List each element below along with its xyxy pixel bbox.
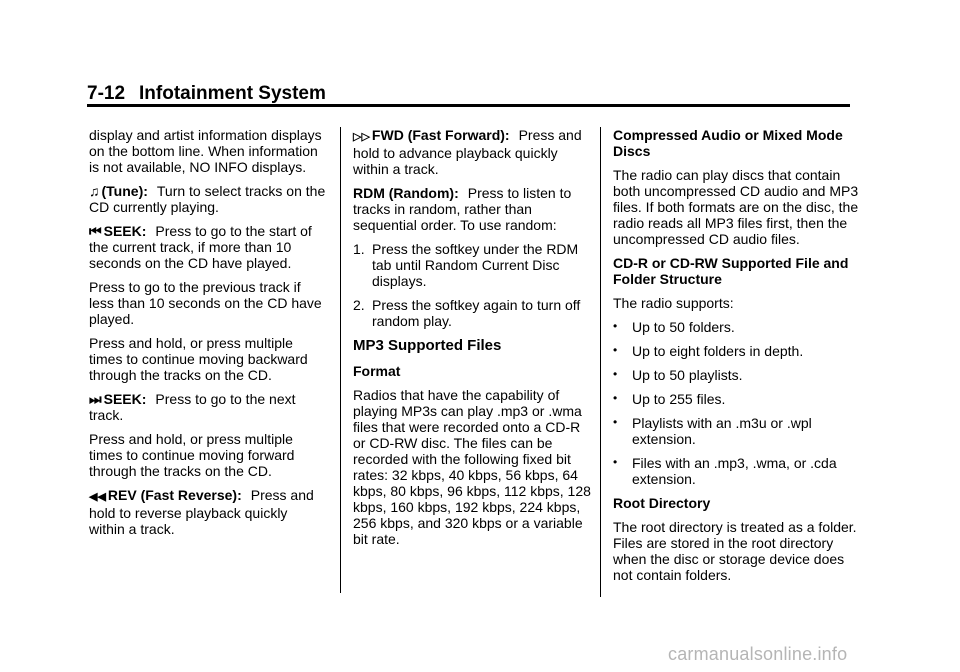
tune-label: (Tune): <box>101 183 148 199</box>
list-item: • Up to 255 files. <box>613 391 726 407</box>
watermark: carmanualsonline.info <box>668 644 848 664</box>
fwd-text: Press and hold to advance playback quickly within a track. <box>353 127 582 177</box>
paragraph-format: Radios that have the capability of playing MP3s can play .mp3 or .wma files that were recorded onto a CD-R or CD-RW disc. The files can be recorded with the following fixed bit rates: 32 kbps, 40 kbps, 56 kbps, 64 kbps, 80 kbps, 96 kbps, 112 kbps, 128 kbps, 160 kbps, 192 kbps, 224 kbps, 256 kbps, and 320 kbps or a variable bit rate. <box>353 387 591 547</box>
bullet-icon: • <box>613 455 618 469</box>
paragraph-previous-track: Press to go to the previous track if less than 10 seconds on the CD have played. <box>89 279 322 327</box>
paragraph-artist-info: display and artist information displays on the bottom line. When information is not available, NO INFO displays. <box>89 127 322 175</box>
rdm-text: Press to listen to tracks in random, rather than sequential order. To use random: <box>353 185 572 233</box>
section-heading-mp3: MP3 Supported Files <box>353 337 502 354</box>
bullet-icon: • <box>613 319 618 333</box>
paragraph-root-directory: The root directory is treated as a folder. Files are stored in the root directory when the disc or storage device does not contain folders. <box>613 519 857 583</box>
page-number: 7-12 <box>87 83 126 104</box>
bullet-icon: • <box>613 415 618 429</box>
paragraph-fwd <box>353 127 591 177</box>
fwd-label: FWD (Fast Forward): <box>371 127 510 143</box>
random-steps-list <box>353 241 591 329</box>
rev-text: Press and hold to reverse playback quickly within a track. <box>89 487 314 537</box>
seek-forward-label: SEEK: <box>103 391 147 407</box>
column-divider-2 <box>600 127 601 597</box>
paragraph-hold-backward: Press and hold, or press multiple times to continue moving backward through the tracks on the CD. <box>89 335 308 383</box>
supported-features-list <box>613 319 859 487</box>
seek-forward-icon: ⏭ <box>89 391 102 407</box>
paragraph-supports: The radio supports: <box>613 295 734 311</box>
section-title: Infotainment System <box>139 83 326 104</box>
tune-text: Turn to select tracks on the CD currently playing. <box>89 183 326 215</box>
list-item: • Up to 50 folders. <box>613 319 735 335</box>
header-text <box>87 82 850 106</box>
header-rule <box>87 104 850 107</box>
paragraph-compressed-audio: The radio can play discs that contain both uncompressed CD audio and MP3 files. If both formats are on the disc, the radio reads all MP3 files first, then the uncompressed CD audio files. <box>613 167 859 247</box>
paragraph-rev <box>89 487 327 537</box>
column-2 <box>353 127 591 555</box>
column-divider-1 <box>340 127 341 593</box>
list-item: • Files with an .mp3, .wma, or .cda extension. <box>613 455 837 487</box>
bullet-icon: • <box>613 391 618 405</box>
rev-label: REV (Fast Reverse): <box>107 487 242 503</box>
list-item: • Up to 50 playlists. <box>613 367 743 383</box>
subheading-root-directory: Root Directory <box>613 495 711 511</box>
fast-forward-icon: ▷▷ <box>353 131 370 143</box>
tune-icon: ♫ <box>89 183 100 199</box>
subheading-format: Format <box>353 363 401 379</box>
list-item: • Playlists with an .m3u or .wpl extension. <box>613 415 812 447</box>
subheading-compressed-audio: Compressed Audio or Mixed Mode Discs <box>613 127 843 159</box>
rewind-icon: ◀◀ <box>89 491 106 503</box>
list-item: • Up to eight folders in depth. <box>613 343 804 359</box>
paragraph-tune <box>89 183 327 215</box>
paragraph-hold-forward: Press and hold, or press multiple times to continue moving forward through the tracks on the CD. <box>89 431 295 479</box>
rdm-label: RDM (Random): <box>353 185 459 201</box>
paragraph-seek-back <box>89 223 327 271</box>
bullet-icon: • <box>613 367 618 381</box>
paragraph-seek-forward <box>89 391 327 423</box>
page-header <box>87 82 850 106</box>
seek-back-icon: ⏮ <box>89 223 102 239</box>
list-item: 2. Press the softkey again to turn off random play. <box>353 297 581 329</box>
column-1 <box>89 127 327 545</box>
column-3 <box>613 127 859 591</box>
seek-forward-text: Press to go to the next track. <box>89 391 296 423</box>
list-item: 1. Press the softkey under the RDM tab until Random Current Disc displays. <box>353 241 579 289</box>
bullet-icon: • <box>613 343 618 357</box>
subheading-file-structure: CD-R or CD-RW Supported File and Folder Structure <box>613 255 849 287</box>
paragraph-rdm <box>353 185 591 233</box>
seek-back-text: Press to go to the start of the current track, if more than 10 seconds on the CD have played. <box>89 223 312 271</box>
seek-back-label: SEEK: <box>103 223 147 239</box>
